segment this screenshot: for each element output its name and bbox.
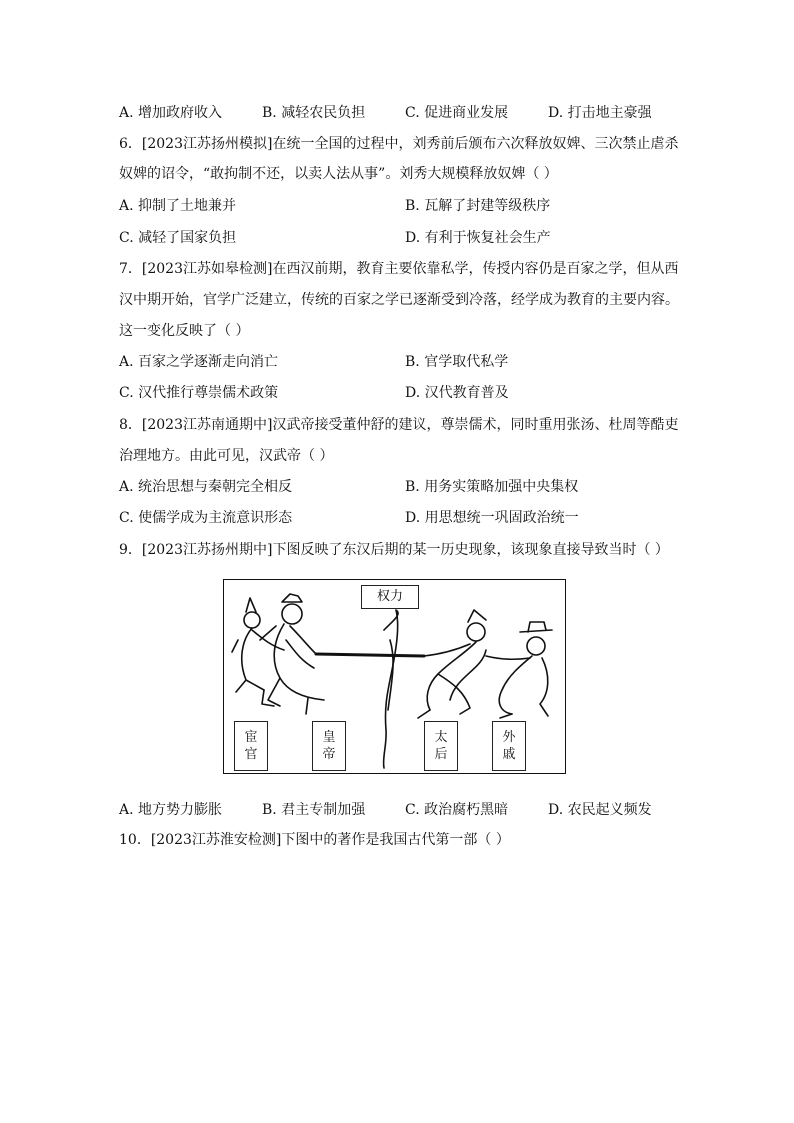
q6-option-c[interactable]: C. 减轻了国家负担	[119, 230, 237, 246]
q10-stem-line-1: 10．[2023江苏淮安检测]下图中的著作是我国古代第一部（ ）	[119, 832, 510, 848]
q6-stem-line-2: 奴婢的诏令，“敢拘制不还，以卖人法从事”。刘秀大规模释放奴婢（ ）	[119, 166, 558, 182]
q9-option-d[interactable]: D. 农民起义频发	[548, 802, 652, 818]
eunuch-figure	[232, 598, 284, 706]
q9-option-c[interactable]: C. 政治腐朽黑暗	[405, 802, 509, 818]
q6-stem-line-1: 6．[2023江苏扬州模拟]在统一全国的过程中，刘秀前后颁布六次释放奴婢、三次禁止虐杀	[119, 136, 679, 152]
q9-option-a[interactable]: A. 地方势力膨胀	[119, 802, 223, 818]
q6-option-a[interactable]: A. 抑制了土地兼并	[119, 198, 237, 214]
q6-option-b[interactable]: B. 瓦解了封建等级秩序	[405, 198, 551, 214]
eunuch-label: 宦官	[234, 721, 268, 771]
q5-option-b[interactable]: B. 减轻农民负担	[262, 105, 366, 121]
rope	[316, 654, 424, 656]
q7-option-c[interactable]: C. 汉代推行尊崇儒术政策	[119, 385, 279, 401]
q7-stem-line-1: 7．[2023江苏如皋检测]在西汉前期，教育主要依靠私学，传授内容仍是百家之学，但从西	[119, 261, 679, 277]
q7-option-d[interactable]: D. 汉代教育普及	[405, 385, 509, 401]
q8-option-a[interactable]: A. 统治思想与秦朝完全相反	[119, 479, 293, 495]
empress-dowager-figure	[418, 610, 486, 718]
q6-option-d[interactable]: D. 有利于恢复社会生产	[405, 230, 551, 246]
consort-kin-figure	[486, 622, 552, 718]
q7-stem-line-2: 汉中期开始，官学广泛建立，传统的百家之学已逐渐受到冷落，经学成为教育的主要内容。	[119, 292, 679, 308]
q8-stem-line-1: 8．[2023江苏南通期中]汉武帝接受董仲舒的建议，尊崇儒术，同时重用张汤、杜周等酷吏	[119, 417, 679, 433]
q5-option-d[interactable]: D. 打击地主豪强	[548, 105, 652, 121]
q8-option-c[interactable]: C. 使儒学成为主流意识形态	[119, 510, 293, 526]
q8-option-b[interactable]: B. 用务实策略加强中央集权	[405, 479, 579, 495]
q7-option-a[interactable]: A. 百家之学逐渐走向消亡	[119, 354, 279, 370]
consort-kin-label: 外戚	[492, 721, 526, 771]
q5-option-a[interactable]: A. 增加政府收入	[119, 105, 223, 121]
q7-stem-line-3: 这一变化反映了（ ）	[119, 323, 250, 339]
q9-stem-line-1: 9．[2023江苏扬州期中]下图反映了东汉后期的某一历史现象，该现象直接导致当时（ ）	[119, 542, 669, 558]
q7-option-b[interactable]: B. 官学取代私学	[405, 354, 509, 370]
power-label-box: 权力	[361, 585, 419, 609]
q5-option-c[interactable]: C. 促进商业发展	[405, 105, 509, 121]
empress-dowager-label: 太后	[424, 721, 458, 771]
q8-option-d[interactable]: D. 用思想统一巩固政治统一	[405, 510, 579, 526]
emperor-label: 皇帝	[312, 721, 346, 771]
q9-option-b[interactable]: B. 君主专制加强	[262, 802, 366, 818]
q8-stem-line-2: 治理地方。由此可见，汉武帝（ ）	[119, 448, 334, 464]
emperor-figure	[260, 594, 324, 714]
power-struggle-illustration	[223, 579, 566, 774]
